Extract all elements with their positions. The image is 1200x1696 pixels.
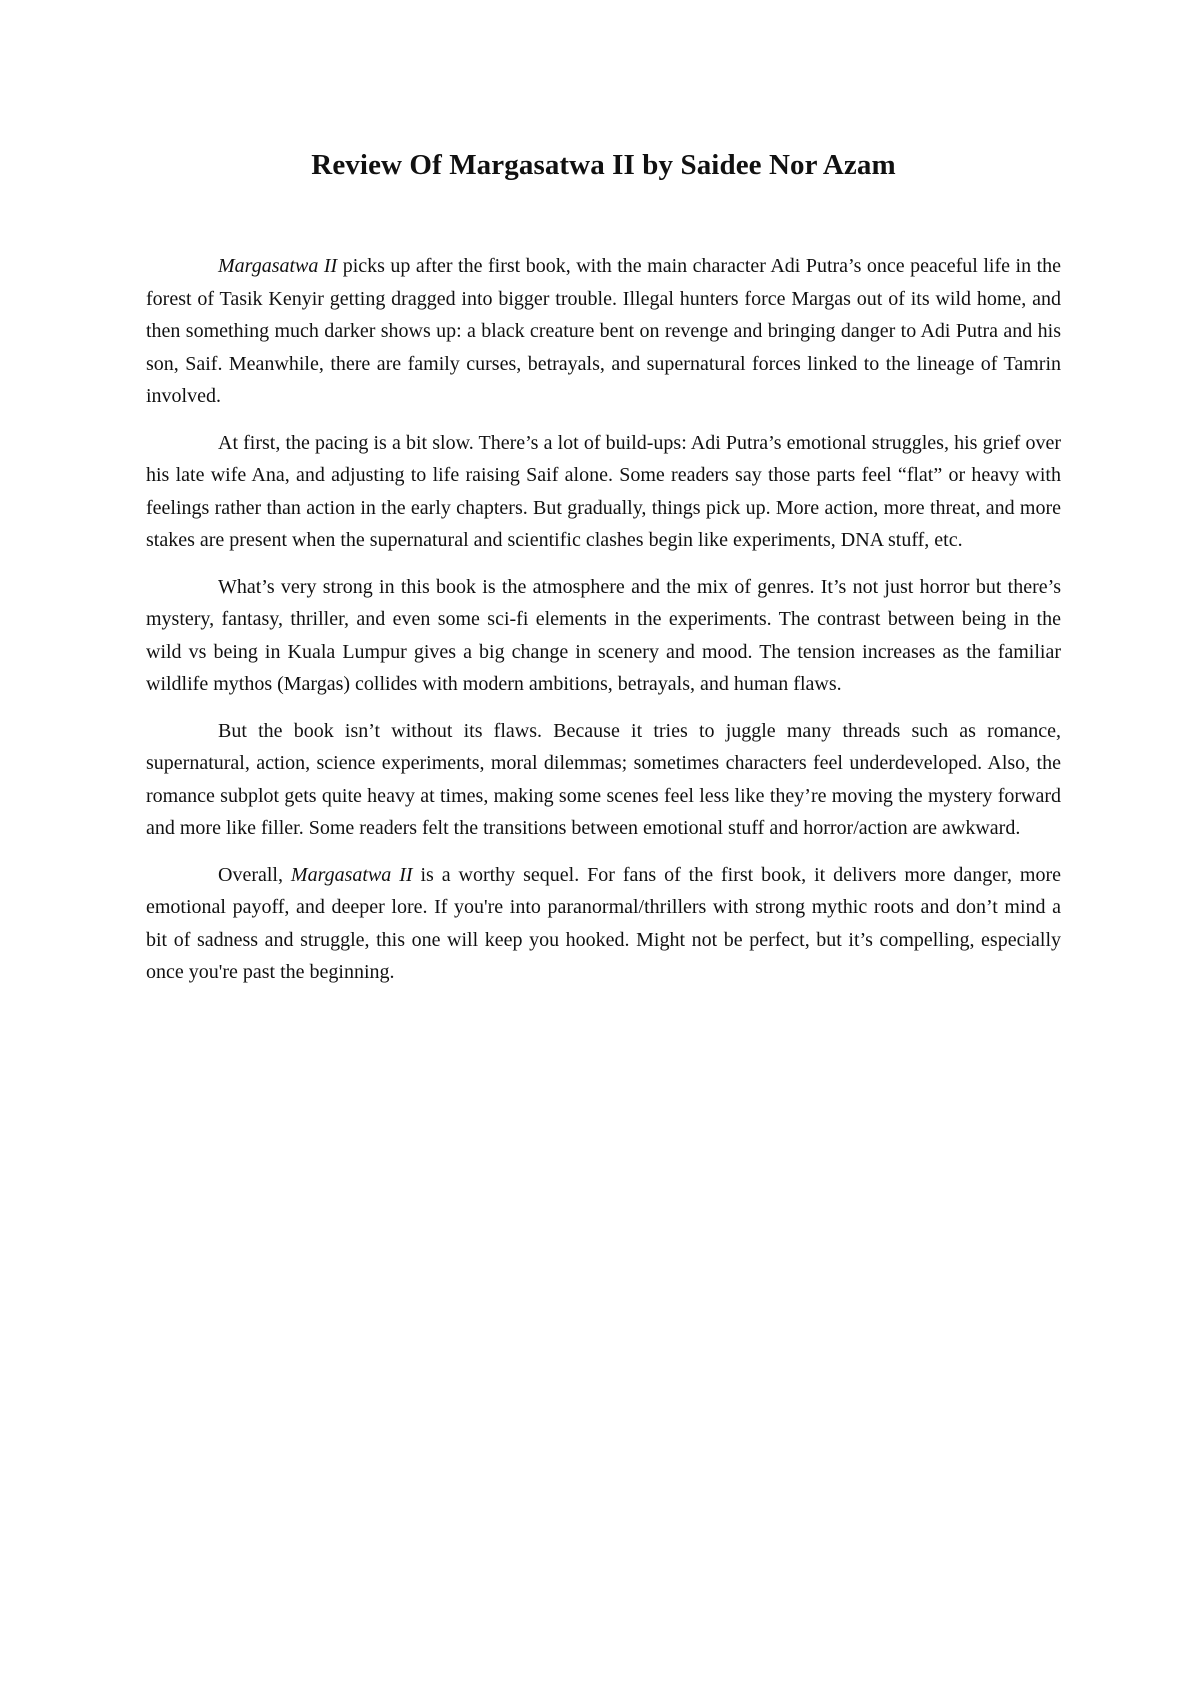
- paragraph-text: is a worthy sequel. For fans of the first book, it delivers more danger, more emotional payoff, and deeper lore. If you're into paranormal/thrillers with strong mythic roots and don’t mind a bit of sadness and struggle, this one will keep you hooked. Might not be perfect, but it’s compelling, especially once you're past the beginning.: [146, 863, 1061, 983]
- book-title-italic: Margasatwa II: [290, 863, 413, 886]
- book-title-italic: Margasatwa II: [218, 255, 338, 277]
- paragraph-intro: [146, 250, 1061, 413]
- paragraph-text: What’s very strong in this book is the atmosphere and the mix of genres. It’s not just horror but there’s mystery, fantasy, thriller, and even some sci-fi elements in the experiments. The contrast between being in the wild vs being in Kuala Lumpur gives a big change in scenery and mood. The tension increases as the familiar wildlife mythos (Margas) collides with modern ambitions, betrayals, and human flaws.: [146, 575, 1061, 695]
- paragraph-flaws: [146, 715, 1061, 845]
- paragraph-text: But the book isn’t without its flaws. Because it tries to juggle many threads such as romance, supernatural, action, science experiments, moral dilemmas; sometimes characters feel underdeveloped. Also, the romance subplot gets quite heavy at times, making some scenes feel less like they’re moving the mystery forward and more like filler. Some readers felt the transitions between emotional stuff and horror/action are awkward.: [146, 719, 1061, 839]
- paragraph-conclusion: [146, 859, 1061, 989]
- paragraph-lead: Overall,: [218, 863, 291, 886]
- document-title: Review Of Margasatwa II by Saidee Nor Azam: [311, 149, 896, 181]
- document-body: [146, 250, 1061, 1003]
- paragraph-atmosphere: [146, 571, 1061, 701]
- paragraph-text: At first, the pacing is a bit slow. There’s a lot of build-ups: Adi Putra’s emotional struggles, his grief over his late wife Ana, and adjusting to life raising Saif alone. Some readers say those parts feel “flat” or heavy with feelings rather than action in the early chapters. But gradually, things pick up. More action, more threat, and more stakes are present when the supernatural and scientific clashes begin like experiments, DNA stuff, etc.: [146, 431, 1061, 551]
- paragraph-pacing: [146, 427, 1061, 557]
- paragraph-text: picks up after the first book, with the main character Adi Putra’s once peaceful life in the forest of Tasik Kenyir getting dragged into bigger trouble. Illegal hunters force Margas out of its wild home, and then something much darker shows up: a black creature bent on revenge and bringing danger to Adi Putra and his son, Saif. Meanwhile, there are family curses, betrayals, and supernatural forces linked to the lineage of Tamrin involved.: [146, 255, 1062, 407]
